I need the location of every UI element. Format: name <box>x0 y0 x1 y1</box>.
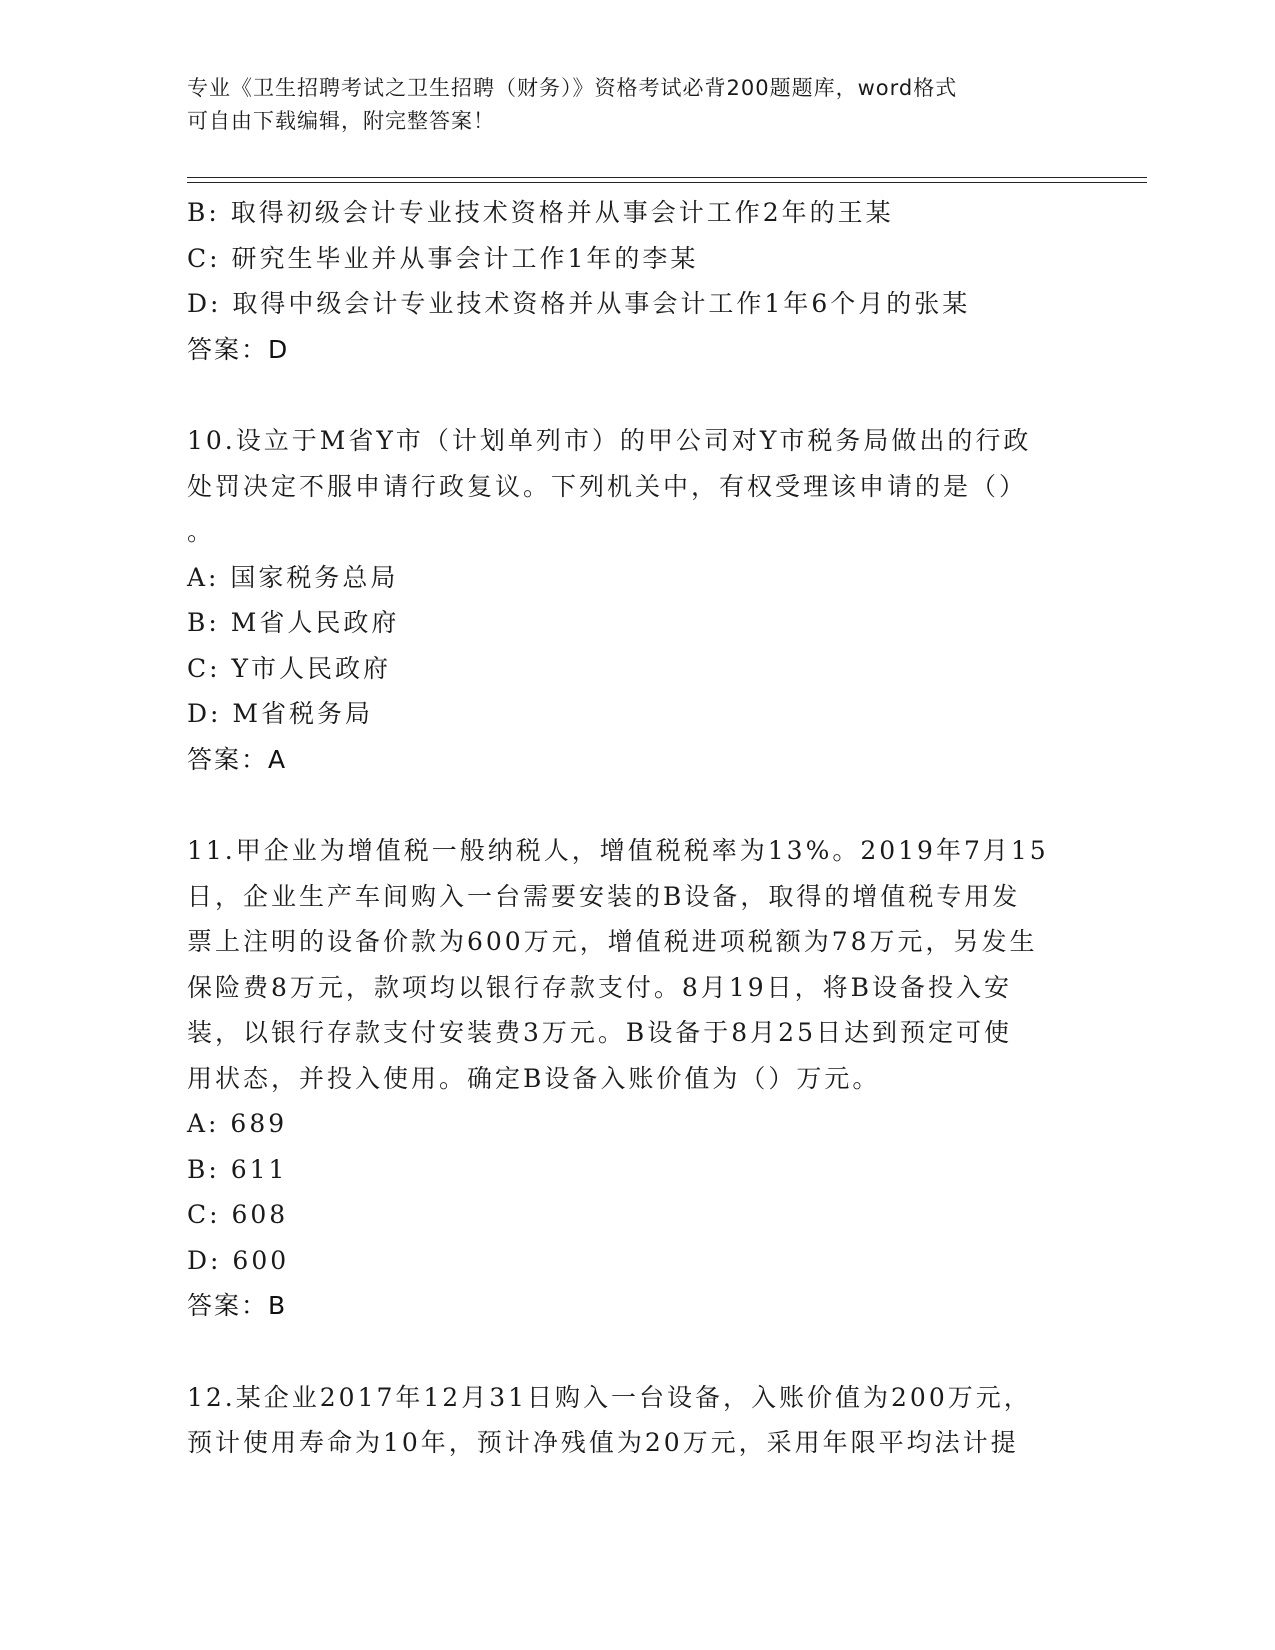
header-line-1: 专业《卫生招聘考试之卫生招聘（财务）》资格考试必背200题题库，word格式 <box>187 76 958 100</box>
option-d: D: 600 <box>187 1245 290 1275</box>
question-text-line: 11.甲企业为增值税一般纳税人，增值税税率为13%。2019年7月15 <box>187 836 1049 865</box>
option-c: C: Y市人民政府 <box>187 653 392 683</box>
question-10 <box>187 418 1077 782</box>
question-9-continued <box>187 190 1077 372</box>
answer-line: 答案：D <box>187 334 290 364</box>
question-text-line: 日，企业生产车间购入一台需要安装的B设备，取得的增值税专用发 <box>187 881 1021 911</box>
question-text-line: 处罚决定不服申请行政复议。下列机关中，有权受理该申请的是（） <box>187 471 1028 501</box>
question-text-line: 预计使用寿命为10年，预计净残值为20万元，采用年限平均法计提 <box>187 1428 1019 1457</box>
option-b: B: M省人民政府 <box>187 608 400 637</box>
question-text-line: 10.设立于M省Y市（计划单列市）的甲公司对Y市税务局做出的行政 <box>187 426 1032 455</box>
question-text-line: 保险费8万元，款项均以银行存款支付。8月19日，将B设备投入安 <box>187 972 1012 1002</box>
question-text-line: 用状态，并投入使用。确定B设备入账价值为（）万元。 <box>187 1063 881 1093</box>
option-d: D: 取得中级会计专业技术资格并从事会计工作1年6个月的张某 <box>187 289 971 318</box>
question-text-line: 12.某企业2017年12月31日购入一台设备，入账价值为200万元， <box>187 1382 1032 1412</box>
question-text-line: 。 <box>187 517 216 546</box>
option-a: A: 国家税务总局 <box>187 562 399 592</box>
header-divider-top <box>187 177 1147 178</box>
question-11 <box>187 828 1077 1329</box>
question-text-line: 装，以银行存款支付安装费3万元。B设备于8月25日达到预定可使 <box>187 1018 1012 1047</box>
answer-line: 答案：B <box>187 1291 288 1320</box>
document-body <box>187 190 1077 1466</box>
option-c: C: 608 <box>187 1200 289 1229</box>
question-text-line: 票上注明的设备价款为600万元，增值税进项税额为78万元，另发生 <box>187 927 1038 956</box>
header-line-2: 可自由下载编辑，附完整答案！ <box>187 109 495 133</box>
option-c: C: 研究生毕业并从事会计工作1年的李某 <box>187 243 699 273</box>
answer-line: 答案：A <box>187 744 288 774</box>
option-a: A: 689 <box>187 1109 288 1138</box>
option-b: B: 取得初级会计专业技术资格并从事会计工作2年的王某 <box>187 198 894 227</box>
option-b: B: 611 <box>187 1154 288 1184</box>
header-divider-bottom <box>187 182 1147 183</box>
question-gap <box>187 782 1077 828</box>
question-gap <box>187 372 1077 418</box>
document-header <box>187 72 1087 138</box>
question-12 <box>187 1375 1077 1466</box>
option-d: D: M省税务局 <box>187 699 374 728</box>
question-gap <box>187 1329 1077 1375</box>
